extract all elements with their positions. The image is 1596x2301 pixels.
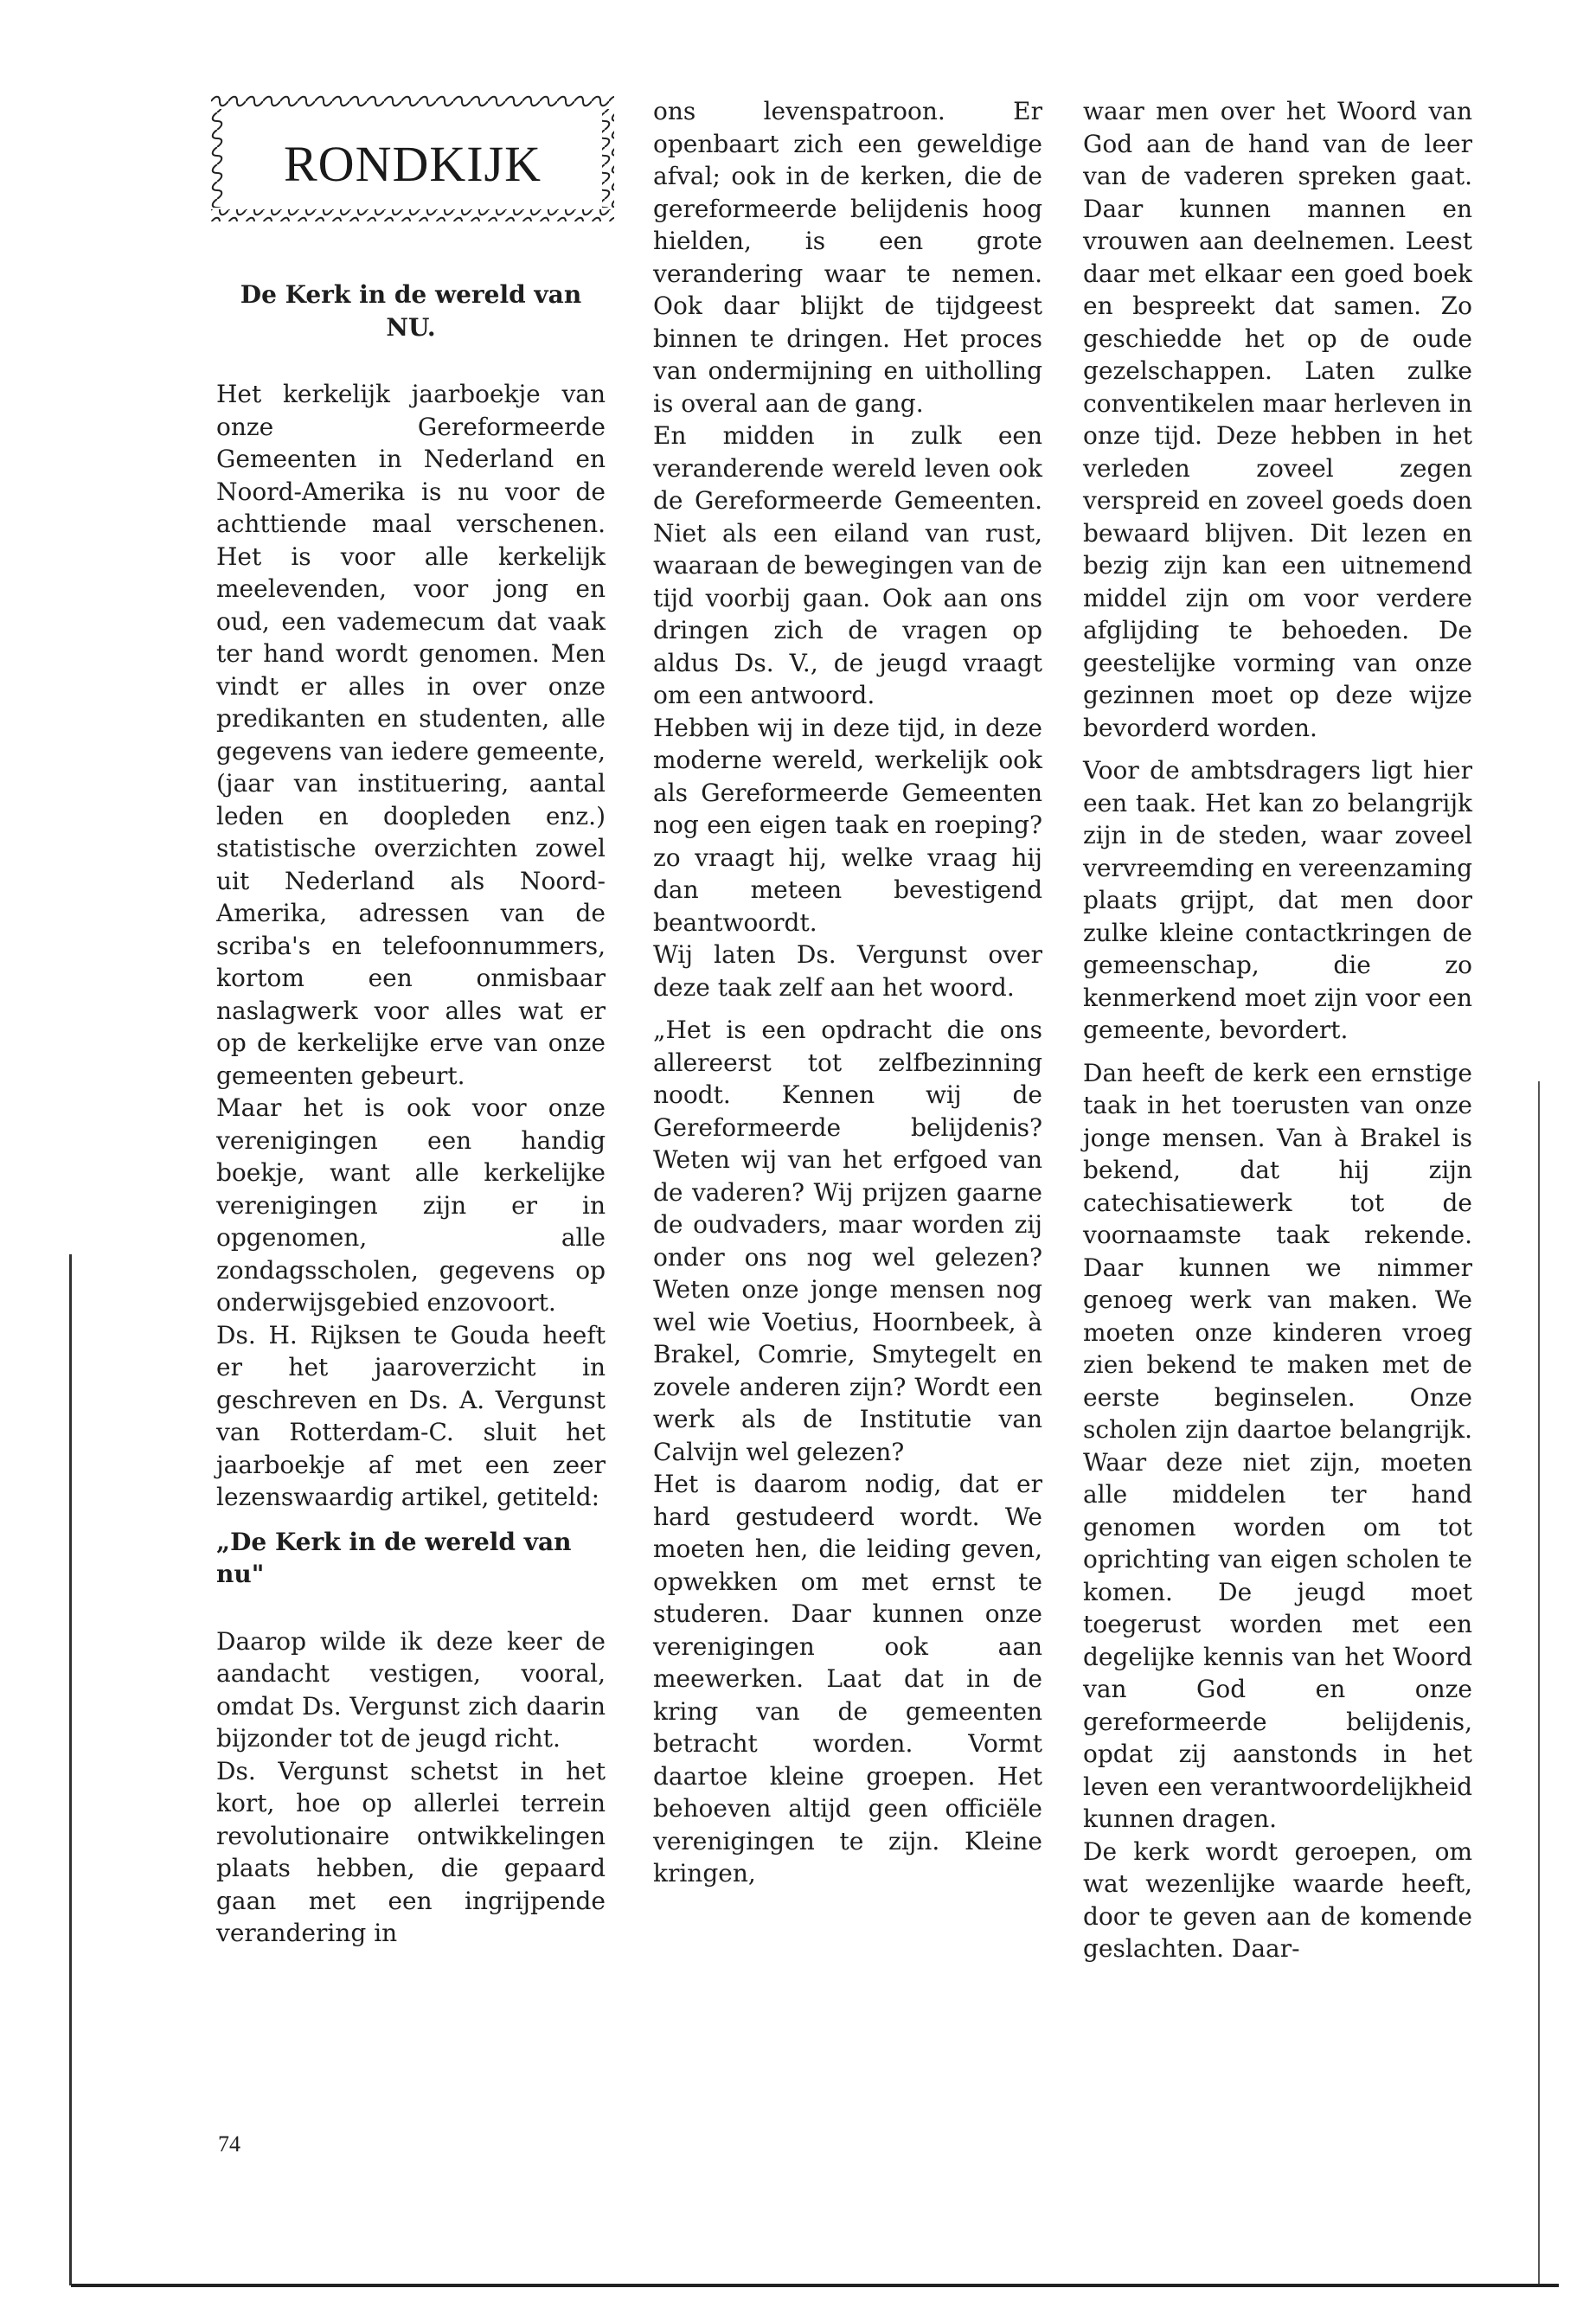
paragraph: Ds. H. Rijksen te Gouda heeft er het jaaroverzicht in geschreven en Ds. A. Vergunst van Rotterdam-C. sluit het jaarboekje af met een zeer lezenswaardig artikel, getiteld:	[216, 1320, 606, 1511]
paragraph: Wij laten Ds. Vergunst over deze taak zelf aan het woord.	[653, 940, 1042, 1002]
column-3	[1083, 95, 1472, 1965]
paragraph: Ds. Vergunst schetst in het kort, hoe op allerlei terrein revolutionaire ontwikkelingen plaats hebben, die gepaard gaan met een ingrijpende verandering in	[216, 1756, 606, 1947]
paragraph: Daarop wilde ik deze keer de aandacht vestigen, vooral, omdat Ds. Vergunst zich daarin bijzonder tot de jeugd richt.	[216, 1626, 606, 1753]
paragraph: Voor de ambtsdragers ligt hier een taak. Het kan zo belangrijk zijn in de steden, waar zoveel vervreemding en vereenzaming plaats grijpt, dat men door zulke kleine contactkringen de gemeenschap, die zo kenmerkend moet zijn voor een gemeente, bevordert.	[1083, 756, 1472, 1044]
column-1	[216, 279, 606, 1950]
column-2	[653, 95, 1042, 1890]
paragraph: Het kerkelijk jaarboekje van onze Gereformeerde Gemeenten in Nederland en Noord-Amerika is nu voor de achttiende maal verschenen. Het is voor alle kerkelijk meelevenden, voor jong en oud, een vademecum dat vaak ter hand wordt genomen. Men vindt er alles in over onze predikanten en studenten, alle gegevens van iedere gemeente, (jaar van instituering, aantal leden en doopleden enz.) statistische overzichten zowel uit Nederland als Noord-Amerika, adressen van de scriba's en telefoonnummers, kortom een onmisbaar naslagwerk voor alles wat er op de kerkelijke erve van onze gemeenten gebeurt.	[216, 380, 606, 1090]
title-box	[211, 95, 614, 221]
paragraph: En midden in zulk een veranderende wereld leven ook de Gereformeerde Gemeenten. Niet als een eiland van rust, waaraan de bewegingen van de tijd voorbij gaan. Ook aan ons dringen zich de vragen op aldus Ds. V., de jeugd vraagt om een antwoord.	[653, 421, 1042, 709]
scan-edge-left	[69, 1254, 72, 2285]
paragraph: ons levenspatroon. Er openbaart zich een geweldige afval; ook in de kerken, die de gereformeerde belijdenis hoog hielden, is een grote verandering waar te nemen. Ook daar blijkt de tijdgeest binnen te dringen. Het proces van ondermijning en uitholling is overal aan de gang.	[653, 97, 1042, 418]
scan-edge-right	[1538, 1081, 1540, 2285]
paragraph: Maar het is ook voor onze verenigingen een handig boekje, want alle kerkelijke verenigingen zijn er in opgenomen, alle zondagsscholen, gegevens op onderwijsgebied enzovoort.	[216, 1093, 606, 1317]
paragraph: Hebben wij in deze tijd, in deze moderne wereld, werkelijk ook als Gereformeerde Gemeenten nog een eigen taak en roeping? zo vraagt hij, welke vraag hij dan meteen bevestigend beantwoordt.	[653, 713, 1042, 937]
paragraph: Het is daarom nodig, dat er hard gestudeerd wordt. We moeten hen, die leiding geven, opwekken om met ernst te studeren. Daar kunnen onze verenigingen ook aan meewerken. Laat dat in de kring van de gemeenten betracht worden. Vormt daartoe kleine groepen. Het behoeven altijd geen officiële verenigingen te zijn. Kleine kringen,	[653, 1470, 1042, 1888]
paragraph: „Het is een opdracht die ons allereerst tot zelfbezinning noodt. Kennen wij de Gereformeerde belijdenis? Weten wij van het erfgoed van de vaderen? Wij prijzen gaarne de oudvaders, maar worden zij onder ons nog wel gelezen? Weten onze jonge mensen nog wel wie Voetius, Hoornbeek, à Brakel, Comrie, Smytegelt en zovele anderen zijn? Wordt een werk als de Institutie van Calvijn wel gelezen?	[653, 1016, 1042, 1466]
paragraph: De kerk wordt geroepen, om wat wezenlijke waarde heeft, door te geven aan de komende geslachten. Daar-	[1083, 1836, 1472, 1963]
scan-edge-bottom	[71, 2284, 1559, 2287]
paragraph: Dan heeft de kerk een ernstige taak in het toerusten van onze jonge mensen. Van à Brakel is bekend, dat hij zijn catechisatiewerk tot de voornaamste taak rekende. Daar kunnen we nimmer genoeg werk van maken. We moeten onze kinderen vroeg zien bekend te maken met de eerste beginselen. Onze scholen zijn daartoe belangrijk. Waar deze niet zijn, moeten alle middelen ter hand genomen worden om tot oprichting van eigen scholen te komen. De jeugd moet toegerust worden met een degelijke kennis van het Woord van God en onze gereformeerde belijdenis, opdat zij aanstonds in het leven een verantwoordelijkheid kunnen dragen.	[1083, 1058, 1472, 1833]
paragraph: waar men over het Woord van God aan de hand van de leer van de vaderen spreken gaat. Daar kunnen mannen en vrouwen aan deelnemen. Leest daar met elkaar een goed boek en bespreekt dat samen. Zo geschiedde het op de oude gezelschappen. Laten zulke conventikelen maar herleven in onze tijd. Deze hebben in het verleden zoveel zegen verspreid en zoveel goeds doen bewaard blijven. Dit lezen en bezig zijn kan een uitnemend middel zijn om voor verdere afglijding te behoeden. De geestelijke vorming van onze gezinnen moet op deze wijze bevorderd worden.	[1083, 97, 1472, 742]
page-number: 74	[218, 2131, 240, 2157]
article-heading: De Kerk in de wereld van NU.	[240, 280, 582, 342]
section-title: RONDKIJK	[284, 136, 542, 192]
article-subheading: „De Kerk in de wereld van nu"	[216, 1527, 572, 1588]
